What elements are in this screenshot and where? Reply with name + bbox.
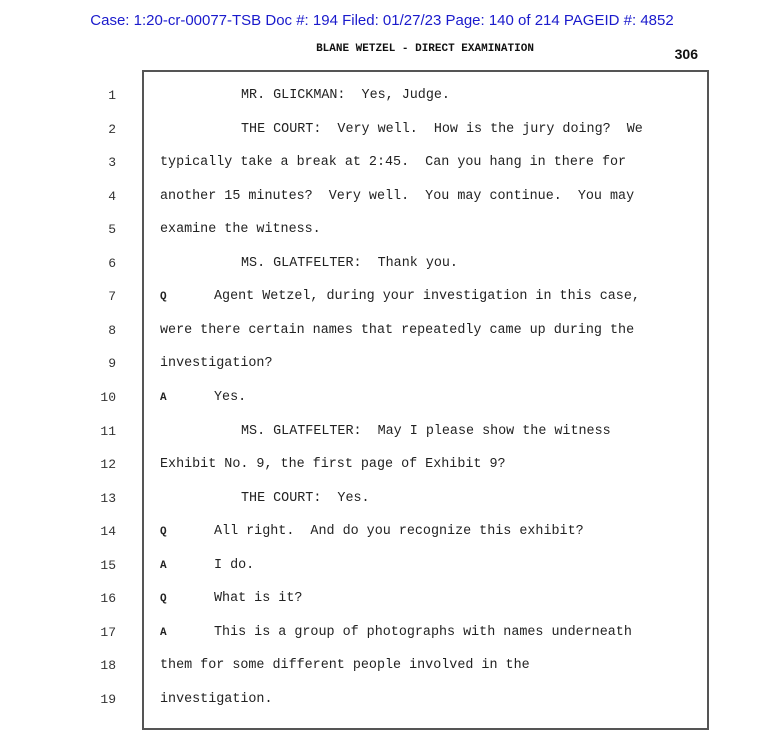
line-number: 10	[100, 390, 116, 405]
transcript-line	[160, 189, 634, 205]
transcript-line	[160, 424, 611, 440]
transcript-line	[160, 323, 634, 339]
line-text: typically take a break at 2:45. Can you hang in there for	[160, 155, 627, 170]
line-text: Agent Wetzel, during your investigation in this case,	[214, 289, 640, 304]
answer-marker: A	[160, 392, 167, 404]
line-number: 8	[108, 323, 116, 338]
transcript-line	[160, 591, 302, 607]
line-text: This is a group of photographs with names underneath	[214, 625, 632, 640]
line-number: 13	[100, 491, 116, 506]
case-header: Case: 1:20-cr-00077-TSB Doc #: 194 Filed: 01/27/23 Page: 140 of 214 PAGEID #: 4852	[90, 12, 674, 29]
line-number: 6	[108, 256, 116, 271]
line-text: What is it?	[214, 591, 303, 606]
line-number: 18	[100, 658, 116, 673]
page-number: 306	[674, 46, 698, 62]
line-number: 1	[108, 88, 116, 103]
line-text: THE COURT: Yes.	[241, 491, 370, 506]
line-text: investigation?	[160, 356, 273, 371]
line-text: another 15 minutes? Very well. You may continue. You may	[160, 189, 635, 204]
line-text: MR. GLICKMAN: Yes, Judge.	[241, 88, 450, 103]
transcript-line	[160, 155, 626, 171]
witness-header: BLANE WETZEL - DIRECT EXAMINATION	[316, 43, 534, 55]
line-text: examine the witness.	[160, 222, 321, 237]
line-number: 4	[108, 189, 116, 204]
answer-marker: A	[160, 560, 167, 572]
question-marker: Q	[160, 291, 167, 303]
line-text: I do.	[214, 558, 255, 573]
line-number: 7	[108, 289, 116, 304]
question-marker: Q	[160, 526, 167, 538]
answer-marker: A	[160, 627, 167, 639]
transcript-line	[160, 122, 643, 138]
line-text: were there certain names that repeatedly came up during the	[160, 323, 635, 338]
transcript-line	[160, 88, 450, 104]
line-number: 14	[100, 524, 116, 539]
transcript-line	[160, 390, 246, 406]
line-number: 17	[100, 625, 116, 640]
transcript-line	[160, 491, 370, 507]
line-number: 12	[100, 457, 116, 472]
transcript-line	[160, 289, 640, 305]
transcript-line	[160, 658, 530, 674]
line-number: 2	[108, 122, 116, 137]
transcript-line	[160, 222, 321, 238]
line-text: them for some different people involved in the	[160, 658, 530, 673]
line-text: Exhibit No. 9, the first page of Exhibit 9?	[160, 457, 506, 472]
transcript-line	[160, 625, 632, 641]
line-text: Yes.	[214, 390, 247, 405]
line-number: 19	[100, 692, 116, 707]
transcript-line	[160, 256, 458, 272]
line-text: MS. GLATFELTER: May I please show the witness	[241, 424, 611, 439]
transcript-line	[160, 558, 254, 574]
line-number: 3	[108, 155, 116, 170]
line-text: investigation.	[160, 692, 273, 707]
transcript-line	[160, 356, 273, 372]
line-text: All right. And do you recognize this exhibit?	[214, 524, 584, 539]
line-text: THE COURT: Very well. How is the jury doing? We	[241, 122, 643, 137]
line-number: 5	[108, 222, 116, 237]
line-number: 15	[100, 558, 116, 573]
transcript-line	[160, 524, 584, 540]
line-number: 9	[108, 356, 116, 371]
line-number: 16	[100, 591, 116, 606]
transcript-line	[160, 692, 273, 708]
question-marker: Q	[160, 593, 167, 605]
transcript-line	[160, 457, 506, 473]
line-number: 11	[100, 424, 116, 439]
line-text: MS. GLATFELTER: Thank you.	[241, 256, 458, 271]
